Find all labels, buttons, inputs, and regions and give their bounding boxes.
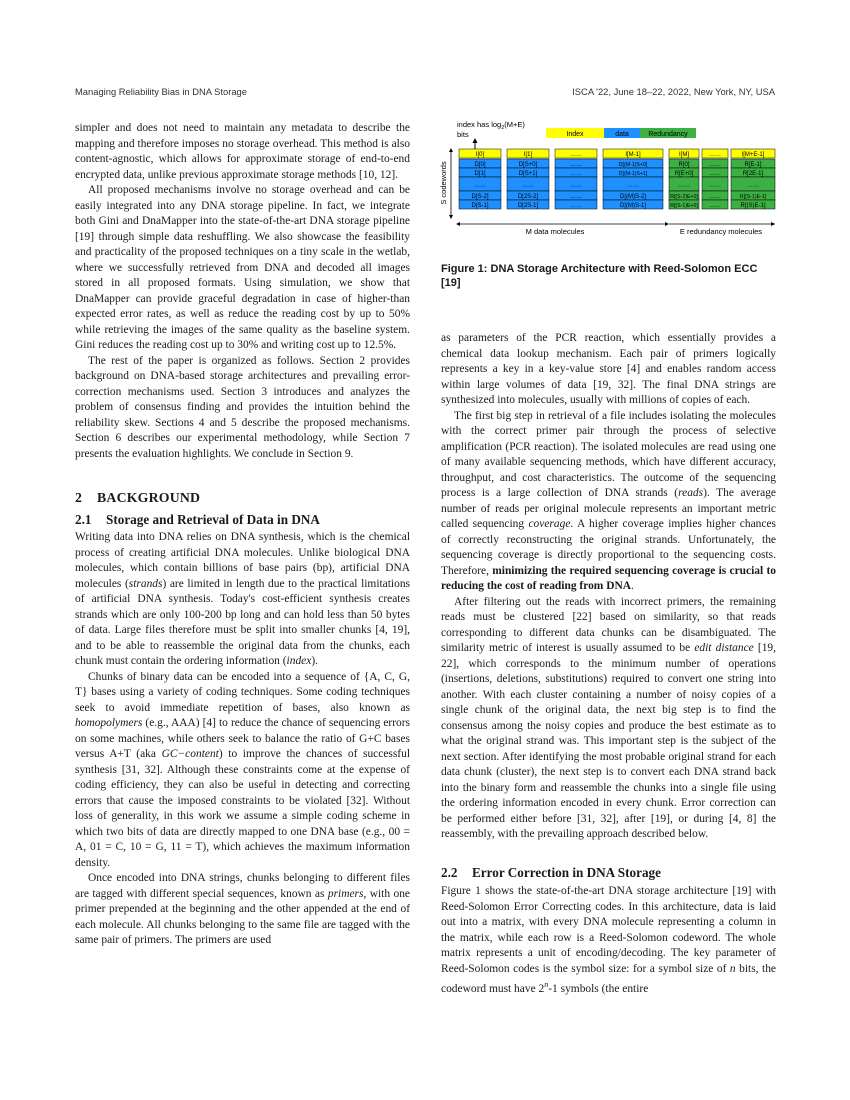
arrow-head	[771, 222, 775, 226]
redundancy-cell-label: R[E+0]	[674, 170, 694, 177]
paragraph: The rest of the paper is organized as follows. Section 2 provides background on DNA-based storage architectures and prevailing error-correction mechanisms used. Section 3 introduces and analyzes the problem of consensus finding and provides the intuition behind the reliability skew. Sections 4 and 5 describe the proposed mechanisms. Section 6 describes our experimental methodology, while Section 7 presents the evaluation highlights. We conclude in Section 9.	[75, 354, 410, 460]
codewords-label: S codewords	[439, 161, 448, 205]
paragraph: Once encoded into DNA strings, chunks belonging to different files are tagged with different special sequences, known as primers, with one primer prepended at the beginning and the other appended at the end of each molecule. All chunks belonging to the same file are tagged with the same pair of primers. The primers are used	[75, 872, 410, 946]
redundancy-cell-label: R[0]	[678, 161, 690, 168]
arrow-head	[449, 215, 453, 219]
architecture-diagram	[441, 121, 776, 246]
redundancy-cell-label: R[(S)E-1]	[740, 202, 766, 209]
data-cell-label: D[S-1]	[471, 202, 489, 209]
redundancy-cell-label: ……	[747, 182, 759, 189]
redundancy-cell-label: ……	[709, 193, 721, 200]
index-cell-label: I[M]	[679, 151, 689, 158]
arrow-head	[665, 222, 669, 226]
data-cell-label: ……	[570, 182, 582, 189]
index-cell-label: I[1]	[523, 151, 533, 158]
data-cell-label: ……	[570, 202, 582, 209]
redundancy-cell-label: ……	[678, 182, 690, 189]
subsection-number: 2.2	[441, 864, 458, 880]
paragraph: Chunks of binary data can be encoded into a sequence of {A, C, G, T} bases using a variety of coding techniques. Some coding techniques seek to avoid immediate repetition of bases, also known as homopolymers (e.g., AAA) [4] to reduce the chance of sequencing errors on some machines, while others seek to balance the ratio of G+C bases versus A+T (aka GC−content) to improve the chances of successful synthesis [31, 32]. Although these constraints come at the expense of coding efficiency, they can also be useful in detecting and correcting errors that cause the imposed constraints to be violated [32]. Without loss of generality, in this work we assume a simple coding scheme in which two bits of data are directly mapped to one DNA base (e.g., 00 = A, 01 = C, 10 = G, 11 = T), which achieves the maximum information density.	[75, 670, 410, 869]
data-cell-label: D[(M)S-2]	[620, 193, 646, 200]
redundancy-molecules-label: E redundancy molecules	[679, 227, 763, 236]
data-cell-label: D[1]	[474, 170, 486, 177]
redundancy-cell-label: R[(S-1)E-1]	[739, 193, 767, 200]
paragraph: The first big step in retrieval of a file includes isolating the molecules with the correct primer pair through the process of selective amplification (PCR reaction). The isolated molecules are read using one of many available sequencing methods, which have different accuracy, throughput, and cost characteristics. The outcome of the sequencing process is a large collection of DNA strands (reads). The average number of reads per original molecule represents an important metric called sequencing coverage. A higher coverage implies higher chances of correctly reconstructing the original strands. Unfortunately, the sequencing coverage is directly proportional to the sequencing costs. Therefore, minimizing the required sequencing coverage is crucial to reducing the cost of reading from DNA.	[441, 409, 776, 592]
data-cell-label: ……	[570, 193, 582, 200]
section-title: BACKGROUND	[97, 490, 201, 505]
redundancy-cell-label: ……	[709, 161, 721, 168]
right-column	[441, 121, 776, 997]
data-cell-label: D[2S-1]	[517, 202, 539, 209]
redundancy-cell-label: R[(S-1)E+0]	[670, 202, 698, 209]
index-cell-label: I[M+E-1]	[741, 151, 765, 158]
left-column	[75, 121, 410, 949]
data-cell-label: D[(M-1)S+1]	[618, 170, 648, 177]
index-cell-label: I[0]	[475, 151, 485, 158]
paragraph: Writing data into DNA relies on DNA synthesis, which is the chemical process of creating artificial DNA molecules. Unlike biological DNA molecules, which contain billions of base pairs (bp), artificial DNA molecules (strands) are limited in length due to the practical limitations of artificial DNA synthesis. Today's cost-efficient synthesis creates strands which are only 100-200 bp long and can hold less than 50 bytes of data. Large files therefore must be split into smaller chunks [4, 19], and to be able to reassemble the original data from the chunks, each chunk must contain the ordering information (index).	[75, 531, 410, 667]
running-header-title: Managing Reliability Bias in DNA Storage	[75, 86, 247, 97]
data-cell-label: D[(M-1)S+0]	[618, 161, 648, 168]
subsection-heading	[441, 865, 776, 881]
running-header-venue: ISCA '22, June 18–22, 2022, New York, NY, USA	[572, 86, 775, 97]
index-note: index has $\log_2(M+E)$	[457, 120, 525, 131]
index-note-bits: bits	[457, 130, 469, 139]
section-number: 2	[75, 490, 83, 505]
arrow-head	[449, 148, 453, 152]
paragraph: simpler and does not need to maintain any metadata to describe the mapping and therefore imposes no storage overhead. This method is also content-agnostic, which allows for approximate storage of end-to-end encrypted data, unlike previous approximate storage methods [10, 12].	[75, 122, 410, 181]
paragraph: After filtering out the reads with incorrect primers, the remaining reads must be clustered [22] based on similarity, so that reads corresponding to different data chunks can be disambiguated. The similarity metric of interest is usually assumed to be edit distance [19, 22], which corresponds to the minimum number of operations (insertions, deletions, substitutions) required to convert one string into another. With each cluster containing a number of noisy copies of a single chunk of the original data, the next big step is to find the consensus among the noisy copies and produce the best estimate as to what the original strand was. This important step is the subject of the next section. After identifying the most probable original strand for each data chunk (cluster), the next step is to convert each DNA strand back into the binary form and reassemble the chunks into a single file using the ordering information encoded in every chunk. Error correction can be performed either before [31, 32], after [19], or during [4, 8] the reassembly, with the prevailing approach described below.	[441, 595, 776, 840]
subsection-number: 2.1	[75, 511, 92, 527]
subsection-title: Error Correction in DNA Storage	[472, 864, 661, 880]
figure-caption: Figure 1: DNA Storage Architecture with Reed-Solomon ECC [19]	[441, 262, 758, 289]
index-cell-label: I[M-1]	[625, 151, 641, 158]
data-cell-label: D[0]	[474, 161, 486, 168]
codeword-matrix	[459, 149, 775, 209]
data-cell-label: D[S+0]	[518, 161, 538, 168]
subsection-heading	[75, 512, 410, 528]
subsection-title: Storage and Retrieval of Data in DNA	[106, 511, 320, 527]
legend-redundancy-label: Redundancy	[648, 131, 688, 138]
index-arrow-head	[473, 138, 478, 143]
data-cell-label: D[2S-2]	[517, 193, 539, 200]
data-cell-label: ……	[570, 170, 582, 177]
paragraph: as parameters of the PCR reaction, which essentially provides a chemical data lookup mechanism. Each pair of primers logically represents a key in a key-value store [4] and enables random access within large volumes of data [19, 32]. The final DNA strings are synthesized into molecules, usually with millions of copies of each.	[441, 332, 776, 406]
data-cell-label: D[S+1]	[518, 170, 538, 177]
data-molecules-label: M data molecules	[525, 227, 585, 236]
redundancy-cell-label: R[(S-2)E+0]	[670, 193, 698, 200]
redundancy-cell-label: R[2E-1]	[742, 170, 764, 177]
data-cell-label: D[S-2]	[471, 193, 489, 200]
index-cell-label: ……	[570, 151, 582, 158]
data-cell-label: ……	[474, 182, 486, 189]
redundancy-cell-label: ……	[709, 182, 721, 189]
redundancy-cell-label: ……	[709, 202, 721, 209]
data-cell-label: ……	[522, 182, 534, 189]
index-cell-label: ……	[709, 151, 721, 158]
data-cell-label: ……	[570, 161, 582, 168]
paragraph: Figure 1 shows the state-of-the-art DNA storage architecture [19] with Reed-Solomon Error Correcting codes. In this architecture, data is laid out into a matrix, with every DNA molecule representing a column in the matrix, while each row is a Reed-Solomon codeword. The whole matrix represents a unit of encoding/decoding. The key parameter of Reed-Solomon codes is the symbol size: for a symbol size of n bits, the codeword must have 2$^n$-1 symbols (the entire	[441, 885, 776, 995]
arrow-head	[456, 222, 460, 226]
redundancy-cell-label: ……	[709, 170, 721, 177]
section-heading	[75, 490, 410, 506]
data-cell-label: D[(M)S-1]	[620, 202, 646, 209]
redundancy-cell-label: R[E-1]	[744, 161, 762, 168]
legend-index-label: Index	[566, 131, 584, 138]
figure-1	[441, 121, 776, 326]
data-cell-label: ……	[627, 182, 639, 189]
paragraph: All proposed mechanisms involve no storage overhead and can be easily integrated into any DNA storage pipeline. In fact, we integrate both Gini and DnaMapper into the state-of-the-art DNA storage pipeline [19] through simple data reshuffling. We also showcase the feasibility and practicality of the proposed techniques on a tiny scale in the wetlab, where we successfully retrieved from DNA and decoded all images stored in all proposed formats. Using simulation, we show that DnaMapper can provide graceful degradation in case of higher-than expected error rates, as well as reduce the reading cost by up to 50% while retrieving the images of the same quality as the baseline system. Gini reduces the reading cost up to 30% and writing cost up to 12.5%.	[75, 184, 410, 351]
legend-data-label: data	[615, 131, 629, 138]
